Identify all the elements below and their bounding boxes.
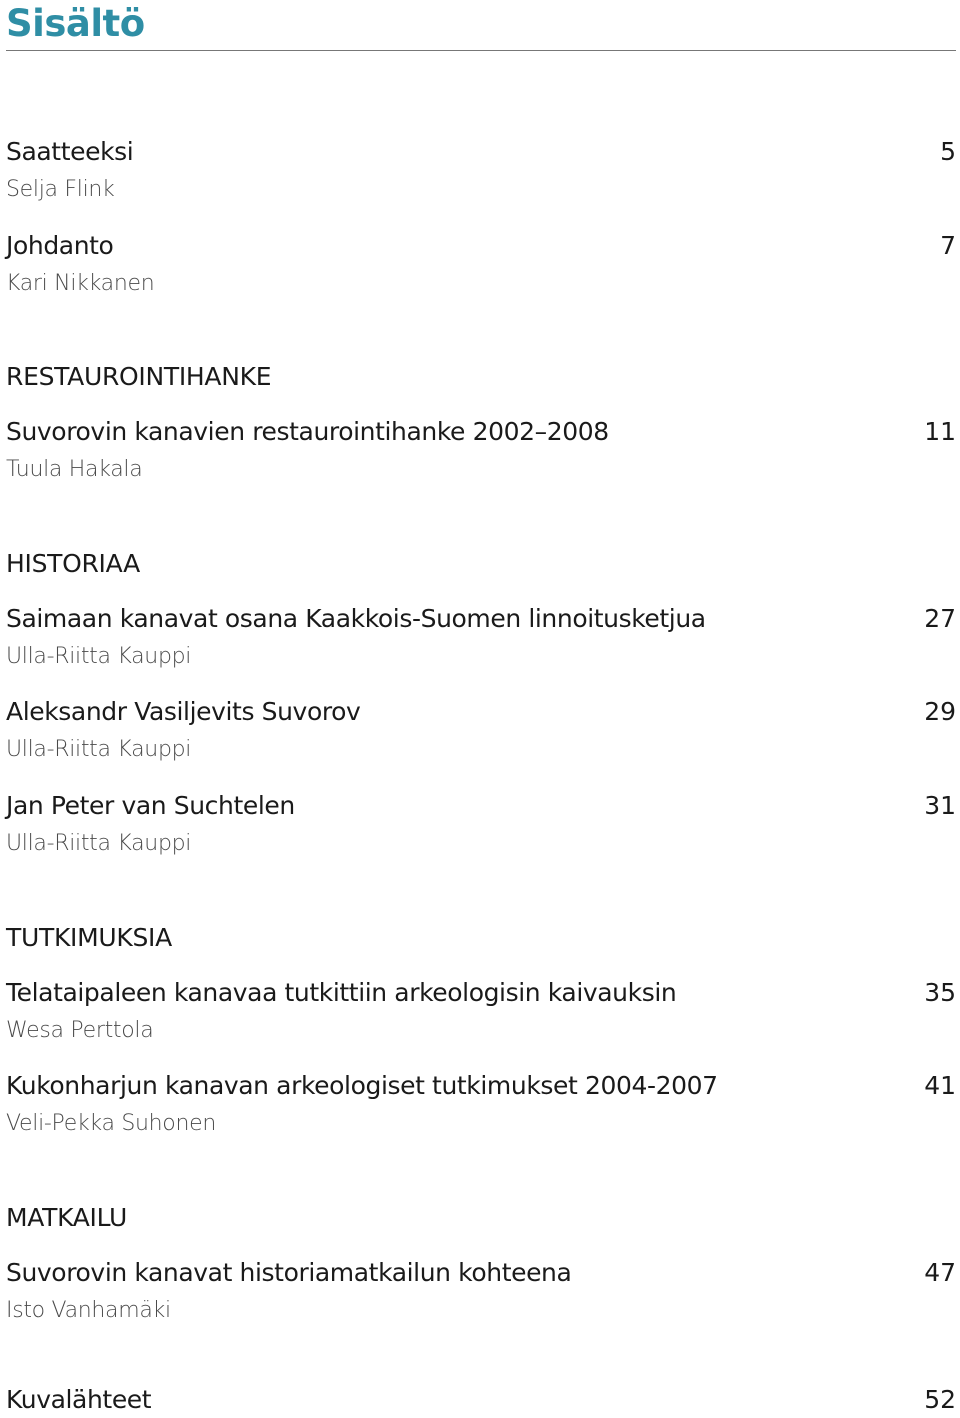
toc-entry[interactable] (6, 1384, 956, 1418)
entry-author: Ulla-Riitta Kauppi (6, 831, 192, 856)
toc-entry[interactable] (6, 416, 956, 496)
entry-author: Isto Vanhamäki (6, 1298, 171, 1323)
entry-page-number: 29 (924, 697, 956, 726)
entry-title: Suvorovin kanavien restaurointihanke 2002–2008 (6, 417, 609, 446)
entry-page-number: 31 (924, 791, 956, 820)
entry-page-number: 52 (924, 1385, 956, 1414)
entry-page-number: 5 (940, 137, 956, 166)
toc-entry[interactable] (6, 230, 956, 310)
entry-page-number: 41 (924, 1071, 956, 1100)
toc-entry[interactable] (6, 1070, 956, 1150)
entry-title: Saimaan kanavat osana Kaakkois-Suomen linnoitusketjua (6, 604, 706, 633)
toc-entry[interactable] (6, 696, 956, 776)
entry-title: Johdanto (6, 231, 114, 260)
entry-author: Selja Flink (6, 177, 115, 202)
entry-author: Veli-Pekka Suhonen (6, 1111, 216, 1136)
entry-title: Kukonharjun kanavan arkeologiset tutkimukset 2004-2007 (6, 1071, 718, 1100)
toc-entry[interactable] (6, 136, 956, 216)
entry-title: Aleksandr Vasiljevits Suvorov (6, 697, 361, 726)
entry-page-number: 11 (924, 417, 956, 446)
entry-page-number: 27 (924, 604, 956, 633)
title-divider (6, 50, 956, 51)
entry-author: Wesa Perttola (6, 1018, 154, 1043)
page-title: Sisältö (6, 2, 145, 45)
toc-entry[interactable] (6, 790, 956, 870)
section-heading: TUTKIMUKSIA (6, 923, 172, 952)
entry-title: Telataipaleen kanavaa tutkittiin arkeologisin kaivauksin (6, 978, 677, 1007)
toc-entry[interactable] (6, 1257, 956, 1337)
toc-entry[interactable] (6, 977, 956, 1057)
entry-author: Ulla-Riitta Kauppi (6, 737, 192, 762)
entry-title: Saatteeksi (6, 137, 134, 166)
entry-page-number: 35 (924, 978, 956, 1007)
entry-author: Kari Nikkanen (6, 271, 155, 296)
section-heading: HISTORIAA (6, 549, 140, 578)
entry-page-number: 7 (940, 231, 956, 260)
entry-title: Kuvalähteet (6, 1385, 152, 1414)
entry-author: Ulla-Riitta Kauppi (6, 644, 192, 669)
toc-entry[interactable] (6, 603, 956, 683)
section-heading: MATKAILU (6, 1203, 128, 1232)
entry-page-number: 47 (924, 1258, 956, 1287)
entry-author: Tuula Hakala (6, 457, 143, 482)
entry-title: Suvorovin kanavat historiamatkailun kohteena (6, 1258, 572, 1287)
section-heading: RESTAUROINTIHANKE (6, 362, 272, 391)
entry-title: Jan Peter van Suchtelen (6, 791, 295, 820)
